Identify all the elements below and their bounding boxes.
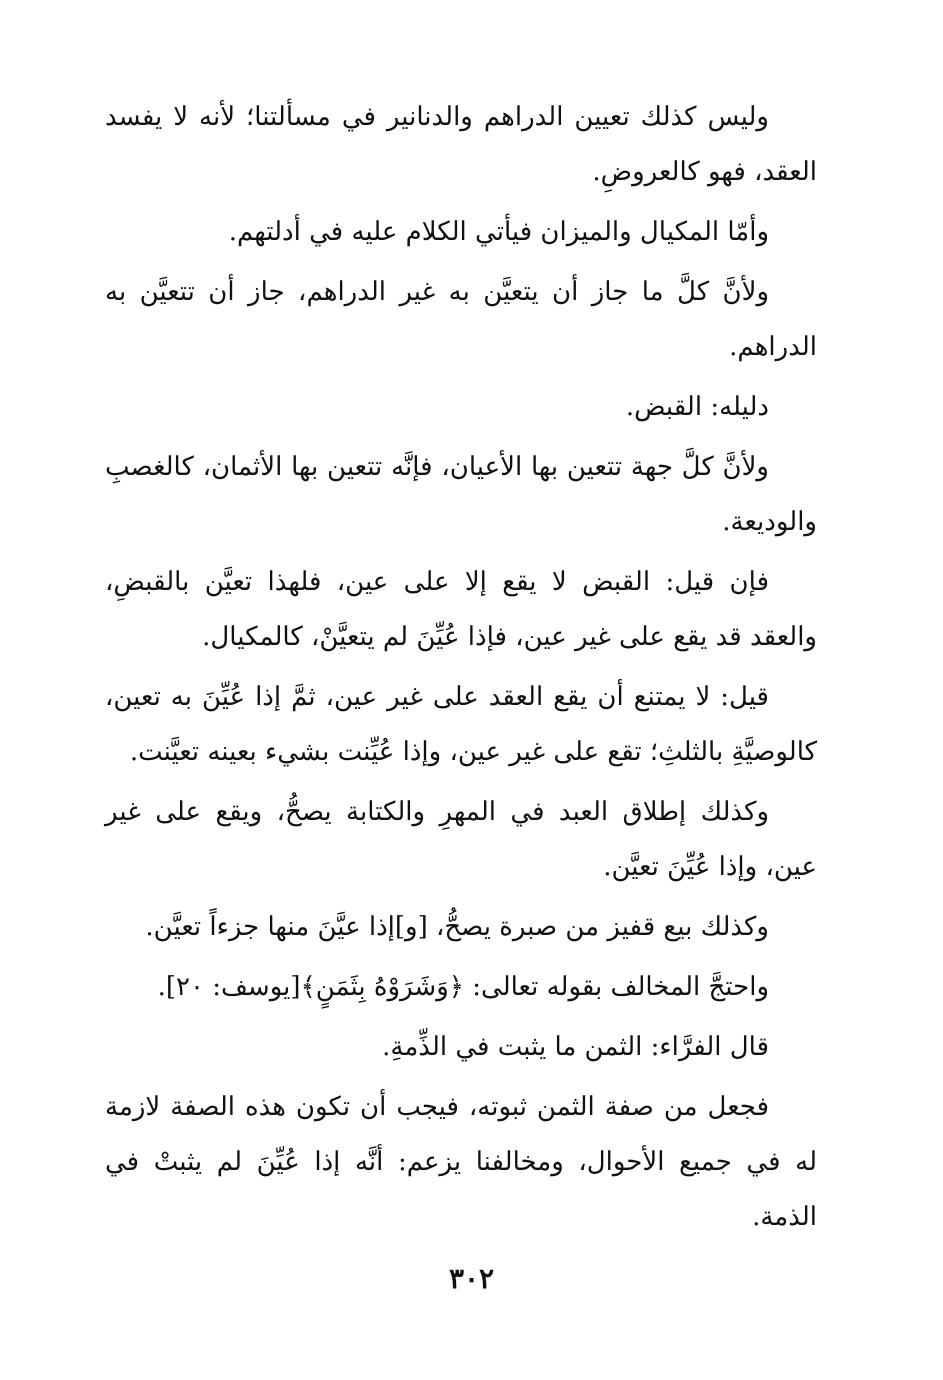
paragraph-12: فجعل من صفة الثمن ثبوته، فيجب أن تكون هذه الصفة لازمة له في جميع الأحوال، ومخالفنا يزعم: أنَّه إذا عُيِّنَ لم يثبتْ في الذمة. (105, 1092, 817, 1232)
paragraph-7: قيل: لا يمتنع أن يقع العقد على غير عين، ثمَّ إذا عُيِّنَ به تعين، كالوصيَّةِ بالثلثِ؛ تقع على غير عين، وإذا عُيِّنت بشيء بعينه تعيَّنت. (105, 682, 817, 767)
paragraph-11: قال الفرَّاء: الثمن ما يثبت في الذِّمةِ. (382, 1032, 769, 1062)
page-body (105, 90, 817, 1245)
paragraph-3: ولأنَّ كلَّ ما جاز أن يتعيَّن به غير الدراهم، جاز أن تتعيَّن به الدراهم. (105, 277, 817, 362)
paragraph-8: وكذلك إطلاق العبد في المهرِ والكتابة يصحُّ، ويقع على غير عين، وإذا عُيِّنَ تعيَّن. (105, 797, 817, 882)
paragraph-5: ولأنَّ كلَّ جهة تتعين بها الأعيان، فإنَّه تتعين بها الأثمان، كالغصبِ والوديعة. (105, 452, 817, 537)
page-number: ٣٠٢ (448, 1262, 495, 1295)
paragraph-9: وكذلك بيع قفيز من صبرة يصحُّ، [و]إذا عيَّنَ منها جزءاً تعيَّن. (145, 912, 769, 942)
paragraph-4: دليله: القبض. (625, 392, 769, 422)
paragraph-10-quran-quote: واحتجَّ المخالف بقوله تعالى: ﴿وَشَرَوْهُ بِثَمَنٍ﴾[يوسف: ٢٠]. (157, 972, 769, 1002)
paragraph-1: وليس كذلك تعيين الدراهم والدنانير في مسألتنا؛ لأنه لا يفسد العقد، فهو كالعروضِ. (105, 102, 817, 187)
paragraph-2: وأمّا المكيال والميزان فيأتي الكلام عليه في أدلتهم. (228, 217, 769, 247)
paragraph-6: فإن قيل: القبض لا يقع إلا على عين، فلهذا تعيَّن بالقبضِ، والعقد قد يقع على غير عين، فإذا عُيِّنَ لم يتعيَّنْ، كالمكيال. (105, 567, 817, 652)
